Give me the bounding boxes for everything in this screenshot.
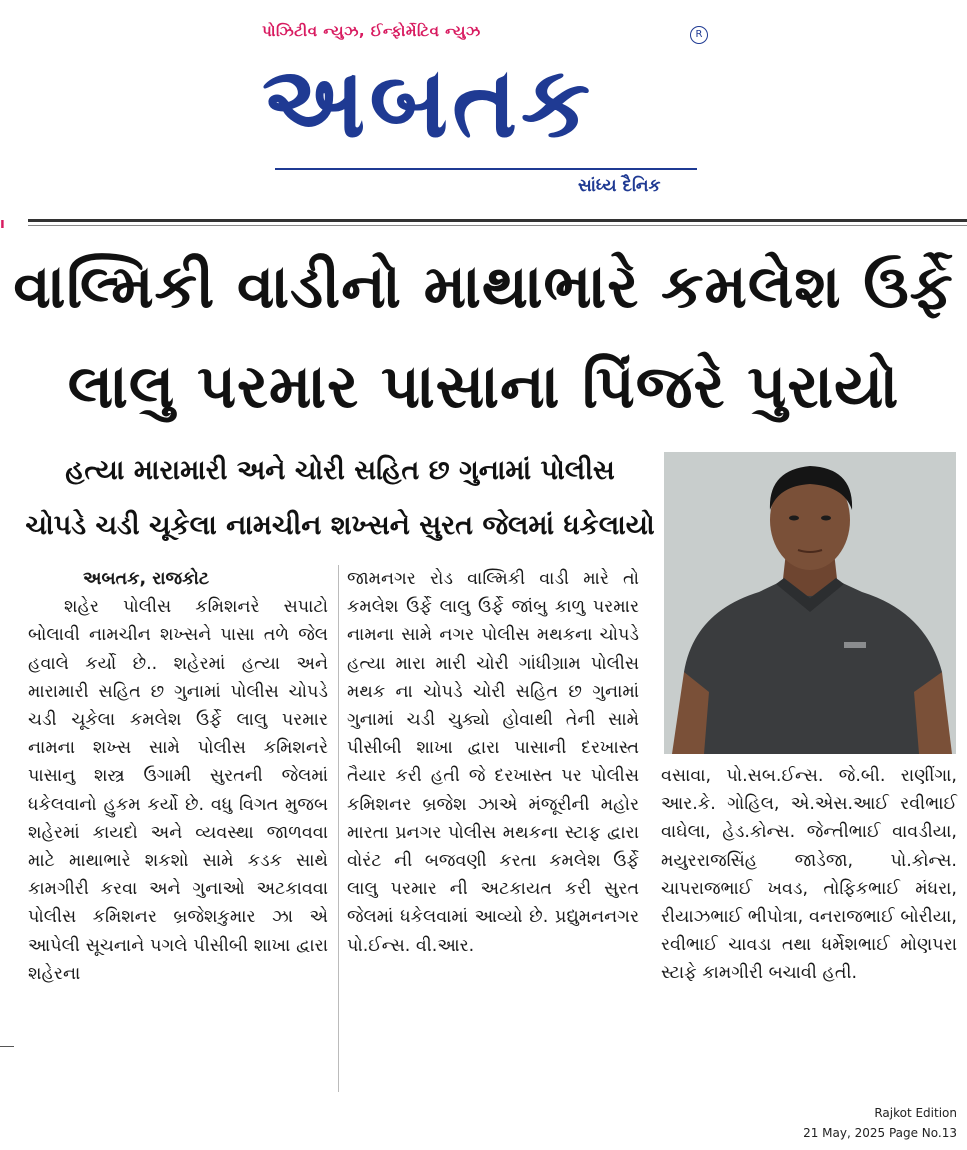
headline-line-1: વાલ્મિકી વાડીનો માથાભારે કમલેશ ઉર્ફે: [13, 252, 954, 322]
subheadline-line-1: હત્યા મારામારી અને ચોરી સહિત છ ગુનામાં પોલીસ: [65, 455, 615, 486]
edition-type: સાંધ્ય દૈનિક: [578, 176, 661, 196]
page-divider-thin: [28, 225, 967, 226]
masthead-tagline: પોઝિટીવ ન્યુઝ, ઈન્ફોર્મેટિવ ન્યુઝ: [262, 22, 481, 40]
article-column-2: જામનગર રોડ વાલ્મિકી વાડી મારે તો કમલેશ ઉર્ફે લાલુ ઉર્ફે જાંબુ કાળુ પરમાર નામના સામે નગર પોલીસ મથકના ચોપડે હત્યા મારા મારી ચોરી ગાંધીગ્રામ પોલીસ મથક ના ચોપડે ચોરી સહિત છ ગુનામાં ગુનામાં ચડી ચુક્યો હોવાથી તેની સામે પીસીબી શાખા દ્વારા પાસાની દરખાસ્ત તૈયાર કરી હતી જે દરખાસ્ત પર પોલીસ કમિશનર બ્રજેશ ઝાએ મંજૂરીની મહોર મારતા પ્રનગર પોલીસ મથકના સ્ટાફ દ્વારા વોરંટ ની બજવણી કરતા કમલેશ ઉર્ફે લાલુ પરમાર ની અટકાયત કરી સુરત જેલમાં ધકેલવામાં આવ્યો છે. પ્રદ્યુમનનગર પો.ઈન્સ. વી.આર.: [347, 569, 639, 956]
headline-line-2: લાલુ પરમાર પાસાના પિંજરે પુરાયો: [67, 352, 900, 422]
subheadline-line-2: ચોપડે ચડી ચૂકેલા નામચીન શખ્સને સુરત જેલમાં ધકેલાયો: [25, 510, 655, 541]
newspaper-logo: અબતક: [262, 46, 595, 160]
column-1-text: શહેર પોલીસ કમિશનરે સપાટો બોલાવી નામચીન શખ્સને પાસા તળે જેલ હવાલે કર્યો છે.. શહેરમાં હત્યા અને મારામારી સહિત છ ગુનામાં પોલીસ ચોપડે ચડી ચૂકેલા કમલેશ ઉર્ફે લાલુ પરમાર નામના શખ્સ સામે પોલીસ કમિશનરે પાસાનુ શસ્ત્ર ઉગામી સુરતની જેલમાં ધકેલવાનો હુકમ કર્યો છે. વધુ વિગત મુજબ શહેરમાં કાયદો અને વ્યવસ્થા જાળવવા માટે માથાભારે શકશો સામે કડક સાથે કામગીરી કરવા અને ગુનાઓ અટકાવવા પોલીસ કમિશનર બ્રજેશકુમાર ઝા એ આપેલી સૂચનાને પગલે પીસીબી શાખા દ્વારા શહેરના: [28, 597, 328, 984]
article-column-1: [28, 565, 328, 988]
margin-mark: ı: [0, 216, 5, 232]
person-portrait-icon: [664, 452, 956, 754]
article-column-3: વસાવા, પો.સબ.ઈન્સ. જે.બી. રાણીંગા, આર.કે. ગોહિલ, એ.એસ.આઈ રવીભાઈ વાઘેલા, હેડ.કોન્સ. જેન્તીભાઈ વાવડીયા, મયુરરાજસિંહ જાડેજા, પો.કોન્સ. ચાપરાજભાઈ ખવડ, તોફિકભાઈ મંધરા, રીયાઝભાઈ ભીપોત્રા, વનરાજભાઈ બોરીયા, રવીભાઈ ચાવડા તથા ધર્મેશભાઈ મોણપરા સ્ટાફે કામગીરી બચાવી હતી.: [661, 766, 957, 984]
page-divider: [28, 219, 967, 222]
edition-label: Rajkot Edition: [874, 1106, 957, 1120]
logo-underline: [275, 168, 697, 170]
accused-photo: [664, 452, 956, 754]
registered-trademark-icon: R: [690, 26, 708, 44]
column-divider: [338, 565, 339, 1092]
date-page-label: 21 May, 2025 Page No.13: [803, 1126, 957, 1140]
dateline: અબતક, રાજકોટ: [83, 569, 210, 589]
margin-tick: [0, 1046, 14, 1047]
